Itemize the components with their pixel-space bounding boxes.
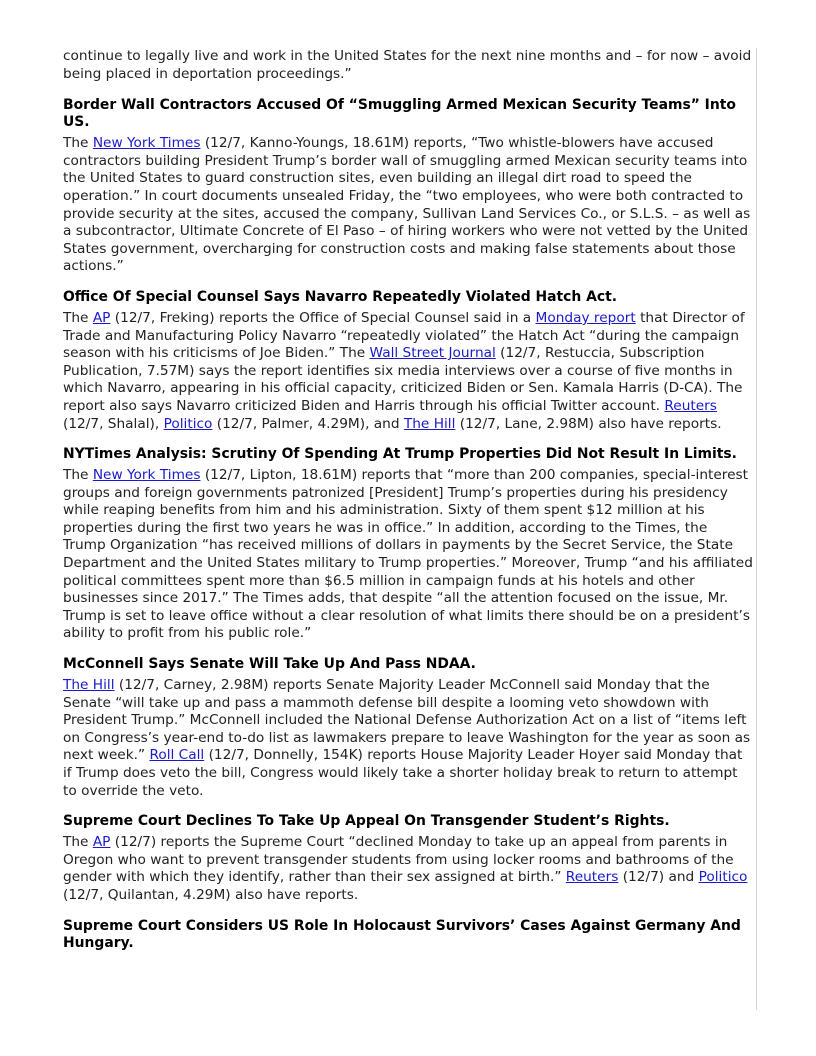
body-text: The — [63, 309, 93, 326]
body-text: (12/7, Palmer, 4.29M), and — [212, 415, 404, 432]
headline: McConnell Says Senate Will Take Up And Pass NDAA. — [63, 656, 476, 673]
body-text: (12/7, Quilantan, 4.29M) also have reports. — [63, 886, 359, 903]
body-text: The — [63, 467, 93, 484]
body-text: (12/7, Carney, 2.98M) reports Senate Majority Leader McConnell said Monday that the Senate “will take up and pass a mammoth defense bill despite a looming veto showdown with President Trump.” McConnell included the National Defense Authorization Act on a list of “items left on Congress’s year-end to-do list as lawmakers prepare to leave Washington for the year as soon as next week.” — [63, 677, 751, 764]
article-holocaust-survivors — [63, 918, 753, 952]
source-link-monday-report[interactable]: Monday report — [535, 309, 636, 326]
source-link-the-hill[interactable]: The Hill — [403, 415, 456, 432]
document-body — [63, 48, 753, 965]
source-link-wall-street-journal[interactable]: Wall Street Journal — [369, 345, 496, 362]
source-link-new-york-times[interactable]: New York Times — [92, 135, 201, 152]
body-text: (12/7, Freking) reports the Office of Special Counsel said in a — [110, 309, 536, 326]
article-border-wall — [63, 97, 753, 276]
body-text: (12/7) reports the Supreme Court “declined Monday to take up an appeal from parents in Oregon who want to prevent transgender students from using locker rooms and bathrooms of the gender with which they identify, rather than their sex assigned at birth.” — [63, 834, 734, 886]
body-text: (12/7, Restuccia, Subscription Publication, 7.57M) says the report identifies six media interviews over a course of five months in which Navarro, appearing in his official capacity, criticized Biden or Sen. Kamala Harris (D-CA). The report also says Navarro criticized Biden and Harris through his official Twitter account. — [63, 345, 743, 414]
body-text: (12/7, Lipton, 18.61M) reports that “more than 200 companies, special-interest groups and foreign governments patronized [President] Trump’s properties during his presidency while reaping benefits from him and his administration. Sixty of them spent $12 million at his properties during the first two years he was in office.” In addition, according to the Times, the Trump Organization “has received millions of dollars in payments by the Secret Service, the State Department and the United States military to Trump properties.” Moreover, Trump “and his affiliated political committees spent more than $6.5 million in campaign funds at his hotels and other businesses since 2017.” The Times adds, that despite “all the attention focused on the issue, Mr. Trump is set to leave office without a clear resolution of what limits there should be on a president’s ability to profit from his public role.” — [63, 467, 753, 642]
article-body — [63, 467, 753, 643]
body-text: The — [63, 135, 93, 152]
article-navarro-hatch-act — [63, 289, 753, 433]
headline: NYTimes Analysis: Scrutiny Of Spending At Trump Properties Did Not Result In Limits. — [63, 446, 737, 463]
body-text: The — [63, 834, 93, 851]
article-ndaa — [63, 656, 753, 800]
source-link-ap[interactable]: AP — [92, 309, 111, 326]
lead-paragraph: continue to legally live and work in the United States for the next nine months and – for now – avoid being placed in deportation proceedings.” — [63, 48, 752, 82]
headline: Supreme Court Declines To Take Up Appeal On Transgender Student’s Rights. — [63, 813, 670, 830]
body-text: (12/7, Kanno-Youngs, 18.61M) reports, “Two whistle-blowers have accused contractors building President Trump’s border wall of smuggling armed Mexican security teams into the United States to guard construction sites, even building an illegal dirt road to speed the operation.” In court documents unsealed Friday, the “two employees, who were both contracted to provide security at the sites, accused the company, Sullivan Land Services Co., or S.L.S. – as well as a subcontractor, Ultimate Concrete of El Paso – of hiring workers who were not vetted by the United States government, overcharging for construction costs and making false statements about those actions.” — [63, 135, 751, 275]
source-link-ap[interactable]: AP — [92, 834, 111, 851]
source-link-reuters[interactable]: Reuters — [664, 397, 717, 414]
source-link-politico[interactable]: Politico — [163, 415, 213, 432]
article-body — [63, 310, 753, 433]
body-text: (12/7, Donnelly, 154K) reports House Majority Leader Hoyer said Monday that if Trump does veto the bill, Congress would likely take a shorter holiday break to return to attempt to override the veto. — [63, 747, 743, 799]
body-text: that Director of Trade and Manufacturing Policy Navarro “repeatedly violated” the Hatch Act “during the campaign season with his criticisms of Joe Biden.” The — [63, 309, 745, 362]
source-link-politico[interactable]: Politico — [698, 869, 748, 886]
headline: Supreme Court Considers US Role In Holocaust Survivors’ Cases Against Germany And Hungary. — [63, 917, 741, 951]
headline: Office Of Special Counsel Says Navarro Repeatedly Violated Hatch Act. — [63, 288, 618, 305]
body-text: (12/7) and — [618, 869, 699, 886]
source-link-new-york-times[interactable]: New York Times — [92, 467, 201, 484]
source-link-reuters[interactable]: Reuters — [565, 869, 619, 886]
page-right-rule — [756, 48, 757, 1010]
article-trump-properties — [63, 446, 753, 643]
body-text: (12/7, Lane, 2.98M) also have reports. — [455, 415, 722, 432]
body-text: (12/7, Shalal), — [63, 415, 164, 432]
article-transgender-rights — [63, 813, 753, 904]
source-link-the-hill[interactable]: The Hill — [63, 677, 115, 694]
article-body — [63, 834, 753, 904]
article-body — [63, 677, 753, 800]
headline: Border Wall Contractors Accused Of “Smuggling Armed Mexican Security Teams” Into US. — [63, 97, 736, 131]
source-link-roll-call[interactable]: Roll Call — [149, 747, 205, 764]
article-body — [63, 135, 753, 276]
